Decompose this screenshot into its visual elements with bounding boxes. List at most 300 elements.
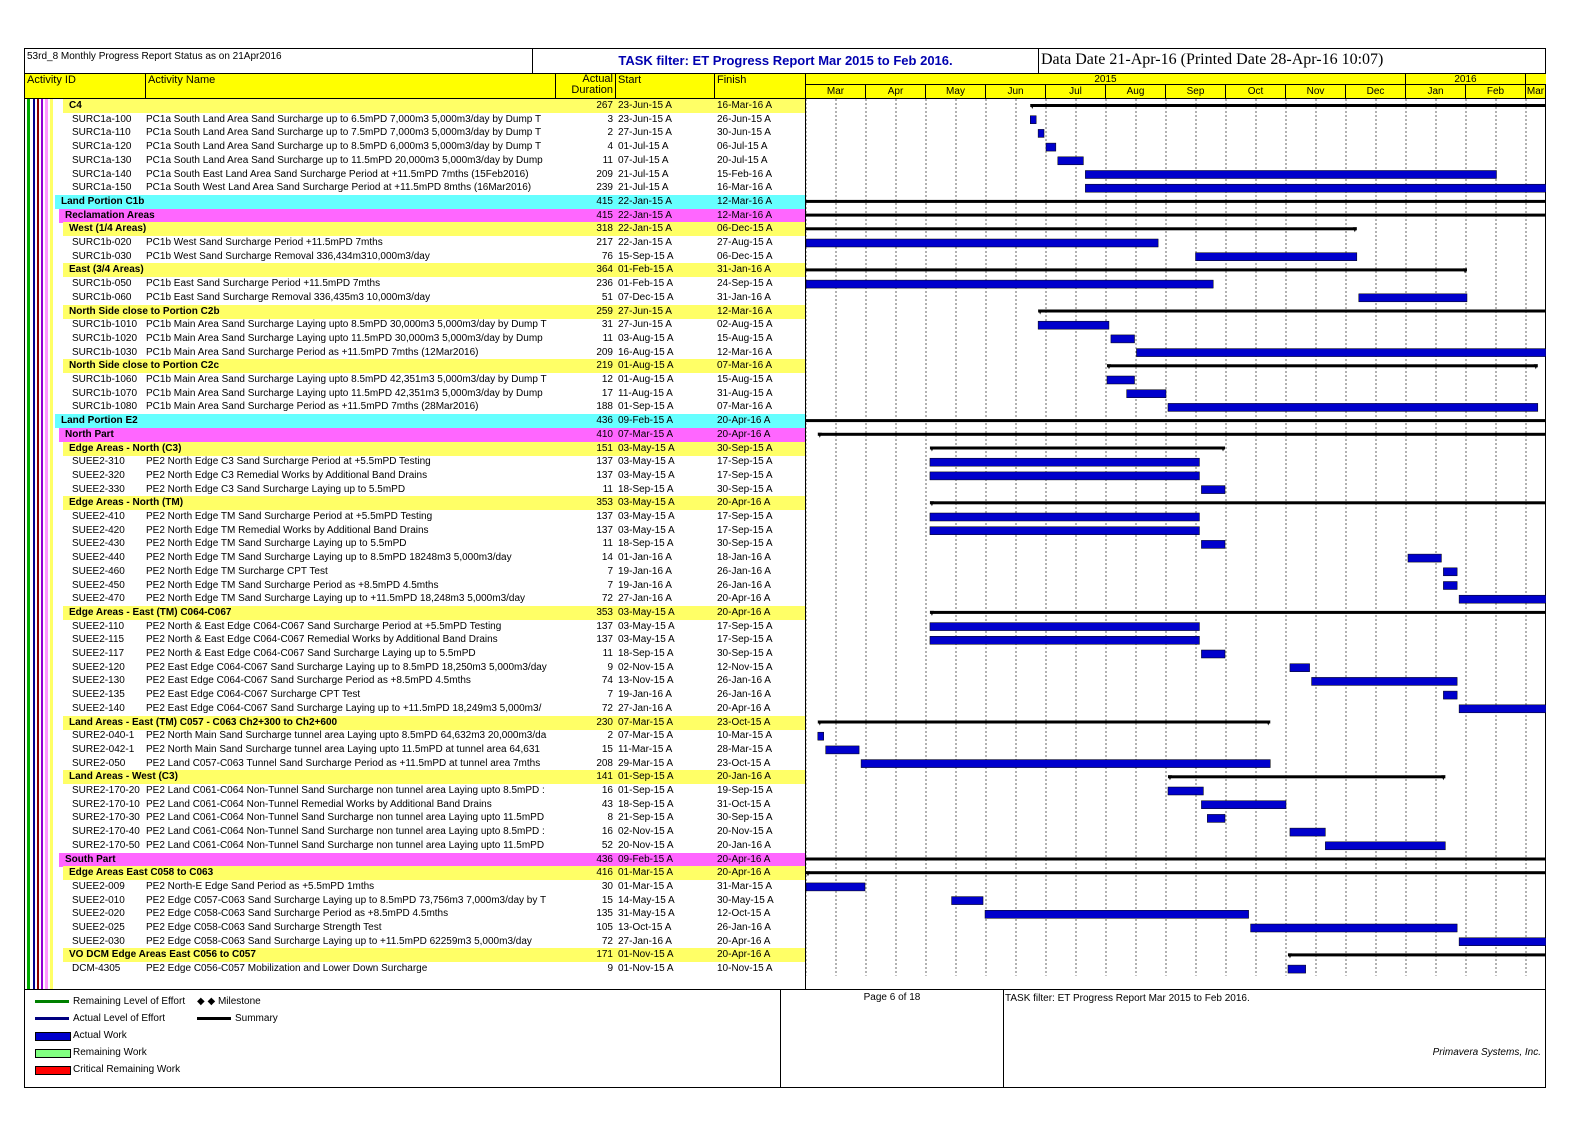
actual-duration: 137 <box>596 469 613 481</box>
activity-name: PC1a South Land Area Sand Surcharge up to 8.5mPD 6,000m3 5,000m3/day by Dump T <box>146 141 542 153</box>
activity-row <box>25 565 805 579</box>
wbs-name: Edge Areas - East (TM) C064-C067 <box>69 606 232 618</box>
start-date: 18-Sep-15 A <box>618 538 674 550</box>
report-sheet <box>24 48 1546 1088</box>
finish-date: 12-Nov-15 A <box>717 661 773 673</box>
wbs-row <box>25 359 805 373</box>
activity-name: PE2 North Edge TM Sand Surcharge Period as +8.5mPD 4.5mths <box>146 579 439 591</box>
start-date: 03-May-15 A <box>618 606 675 618</box>
actual-duration: 219 <box>596 360 613 372</box>
finish-date: 20-Apr-16 A <box>717 593 771 605</box>
activity-row <box>25 400 805 414</box>
activity-row <box>25 962 805 976</box>
activity-bar <box>818 732 824 740</box>
activity-id: SURC1a-110 <box>72 127 131 139</box>
activity-name: PC1a South Land Area Sand Surcharge up to 6.5mPD 7,000m3 5,000m3/day by Dump T <box>146 113 542 125</box>
legend-label: Remaining Work <box>73 1047 147 1058</box>
activity-id: SURC1b-060 <box>72 291 132 303</box>
activity-bar <box>1107 376 1135 384</box>
actual-duration: 4 <box>607 141 613 153</box>
wbs-row <box>25 770 805 784</box>
actual-duration: 72 <box>601 935 613 947</box>
month-label: Mar <box>1526 86 1545 97</box>
activity-bar <box>1038 129 1044 137</box>
wbs-name: North Part <box>65 428 114 440</box>
actual-duration: 364 <box>596 264 613 276</box>
actual-duration: 9 <box>607 661 613 673</box>
finish-date: 20-Apr-16 A <box>717 415 771 427</box>
data-date: Data Date 21-Apr-16 (Printed Date 28-Apr-16 10:07) <box>1041 51 1384 68</box>
activity-row <box>25 551 805 565</box>
activity-bar <box>806 883 865 891</box>
activity-row <box>25 921 805 935</box>
activity-name: PC1a South Land Area Sand Surcharge up to 7.5mPD 7,000m3 5,000m3/day by Dump T <box>146 127 542 139</box>
activity-bar <box>1312 677 1458 685</box>
finish-date: 23-Oct-15 A <box>717 757 771 769</box>
activity-bar <box>1085 171 1496 179</box>
activity-name: PE2 Land C057-C063 Tunnel Sand Surcharge Period as +11.5mPD at tunnel area 7mths <box>146 757 541 769</box>
finish-date: 12-Oct-15 A <box>717 908 771 920</box>
start-date: 01-Jul-15 A <box>618 141 669 153</box>
wbs-row <box>25 209 805 223</box>
activity-name: PC1b East Sand Surcharge Period +11.5mPD 7mths <box>146 278 381 290</box>
start-date: 27-Jun-15 A <box>618 305 672 317</box>
summary-bar <box>806 227 1357 230</box>
activity-bar <box>1111 335 1135 343</box>
activity-bar <box>930 623 1200 631</box>
start-date: 07-Mar-15 A <box>618 716 674 728</box>
activity-row <box>25 633 805 647</box>
activity-bar <box>1443 691 1457 699</box>
start-date: 07-Mar-15 A <box>618 730 674 742</box>
start-date: 21-Jul-15 A <box>618 182 669 194</box>
activity-bar <box>1459 595 1546 603</box>
finish-date: 26-Jun-15 A <box>717 113 771 125</box>
summary-bar <box>1038 310 1546 313</box>
finish-date: 26-Jan-16 A <box>717 675 771 687</box>
summary-bar <box>930 447 1225 450</box>
activity-id: SURC1a-120 <box>72 141 132 153</box>
activity-row <box>25 784 805 798</box>
summary-bar <box>930 501 1546 504</box>
activity-name: PE2 North Main Sand Surcharge tunnel area Laying upto 11.5mPD at tunnel area 64,631 <box>146 743 540 755</box>
activity-row <box>25 935 805 949</box>
activity-row <box>25 743 805 757</box>
month-label: Jul <box>1046 85 1106 98</box>
finish-date: 31-Mar-15 A <box>717 880 773 892</box>
activity-id: SURC1b-1060 <box>72 374 138 385</box>
activity-name: PE2 Land C061-C064 Non-Tunnel Sand Surcharge non tunnel area Laying upto 11.5mPD <box>146 812 545 824</box>
legend-item <box>25 1064 225 1076</box>
finish-date: 17-Sep-15 A <box>717 469 773 481</box>
activity-id: SURC1b-1010 <box>72 319 138 331</box>
actual-duration: 15 <box>601 894 613 906</box>
activity-bar <box>930 513 1200 521</box>
activity-row <box>25 113 805 127</box>
col-activity-id: Activity ID <box>25 74 146 98</box>
activity-bar <box>1408 554 1441 562</box>
actual-duration: 436 <box>596 853 613 865</box>
actual-duration: 416 <box>596 867 613 879</box>
start-date: 13-Nov-15 A <box>618 675 674 687</box>
summary-bar <box>1030 104 1546 107</box>
start-date: 07-Jul-15 A <box>618 154 669 166</box>
start-date: 27-Jun-15 A <box>618 319 672 331</box>
actual-duration: 12 <box>601 374 613 385</box>
finish-date: 31-Jan-16 A <box>717 291 771 303</box>
start-date: 13-Oct-15 A <box>618 922 672 933</box>
wbs-name: Land Portion E2 <box>61 415 138 427</box>
col-duration-line1: Actual <box>582 73 613 85</box>
summary-bar <box>806 200 1546 203</box>
activity-row <box>25 277 805 291</box>
col-start: Start <box>616 74 715 98</box>
wbs-name: Reclamation Areas <box>65 209 155 221</box>
actual-duration: 11 <box>602 332 613 344</box>
activity-bar <box>1046 143 1056 151</box>
wbs-row <box>25 866 805 880</box>
activity-bar <box>1201 650 1225 658</box>
wbs-row <box>25 305 805 319</box>
finish-date: 02-Aug-15 A <box>717 319 773 331</box>
activity-name: PE2 North Edge TM Surcharge CPT Test <box>146 565 328 577</box>
activity-id: SURC1b-1070 <box>72 387 138 399</box>
activity-bar <box>1251 924 1458 932</box>
activity-id: SURC1a-150 <box>72 182 132 194</box>
actual-duration: 9 <box>607 963 613 975</box>
finish-date: 26-Jan-16 A <box>717 922 771 933</box>
activity-bar <box>952 897 983 905</box>
activity-row <box>25 661 805 675</box>
activity-row <box>25 757 805 771</box>
actual-duration: 259 <box>596 305 613 317</box>
activity-id: SUEE2-460 <box>72 565 125 577</box>
activity-id: DCM-4305 <box>72 963 121 975</box>
finish-date: 10-Nov-15 A <box>717 963 773 975</box>
activity-bar <box>1201 801 1286 809</box>
activity-bar <box>826 746 859 754</box>
activity-name: PC1b West Sand Surcharge Period +11.5mPD 7mths <box>146 237 383 248</box>
activity-id: SUEE2-420 <box>72 524 125 536</box>
activity-row <box>25 537 805 551</box>
start-date: 27-Jun-15 A <box>618 127 672 139</box>
summary-bar <box>806 419 1546 422</box>
start-date: 03-May-15 A <box>618 620 675 632</box>
col-finish: Finish <box>717 74 747 86</box>
activity-id: SURC1b-030 <box>72 250 132 262</box>
actual-duration: 2 <box>607 730 613 742</box>
actual-duration: 236 <box>596 278 613 290</box>
activity-name: PE2 Land C061-C064 Non-Tunnel Sand Surcharge non tunnel area Laying upto 11.5mPD <box>146 839 545 851</box>
activity-id: SUEE2-140 <box>72 702 125 714</box>
summary-bar <box>930 611 1546 614</box>
activity-id: SUEE2-440 <box>72 552 125 564</box>
activity-bar <box>1443 568 1457 576</box>
activity-row <box>25 620 805 634</box>
page-number: Page 6 of 18 <box>780 989 1004 1087</box>
activity-bar <box>1290 664 1310 672</box>
finish-date: 18-Jan-16 A <box>717 552 771 564</box>
legend-item <box>25 1030 225 1042</box>
start-date: 01-Nov-15 A <box>618 949 674 961</box>
wbs-name: West (1/4 Areas) <box>69 223 147 235</box>
footer-filter: TASK filter: ET Progress Report Mar 2015 to Feb 2016. <box>1005 993 1250 1004</box>
activity-bar <box>1168 403 1538 411</box>
finish-date: 30-Sep-15 A <box>717 538 773 550</box>
finish-date: 20-Apr-16 A <box>717 702 771 714</box>
activity-row <box>25 168 805 182</box>
activity-row <box>25 126 805 140</box>
start-date: 01-Jan-16 A <box>618 552 672 564</box>
actual-duration: 230 <box>596 716 613 728</box>
start-date: 03-Aug-15 A <box>618 332 674 344</box>
activity-name: PE2 North Edge C3 Sand Surcharge Laying up to 5.5mPD <box>146 483 406 495</box>
start-date: 02-Nov-15 A <box>618 661 674 673</box>
activity-bar <box>806 280 1213 288</box>
wbs-name: Edge Areas - North (TM) <box>69 497 184 509</box>
actual-duration: 7 <box>607 565 613 577</box>
start-date: 21-Jul-15 A <box>618 168 669 180</box>
activity-row <box>25 839 805 853</box>
start-date: 09-Feb-15 A <box>618 853 674 865</box>
start-date: 11-Aug-15 A <box>618 387 673 399</box>
activity-row <box>25 592 805 606</box>
finish-date: 23-Oct-15 A <box>717 716 771 728</box>
finish-date: 26-Jan-16 A <box>717 689 771 701</box>
activity-bar <box>1207 814 1225 822</box>
actual-duration: 16 <box>601 785 613 796</box>
activity-row <box>25 469 805 483</box>
activity-row <box>25 373 805 387</box>
summary-icon <box>197 1017 231 1020</box>
actual-duration: 151 <box>596 442 613 454</box>
activity-id: SURE2-170-10 <box>72 798 140 810</box>
actual-duration: 137 <box>596 620 613 632</box>
finish-date: 15-Feb-16 A <box>717 168 773 180</box>
actual-duration: 105 <box>596 922 613 933</box>
wbs-name: North Side close to Portion C2b <box>69 305 220 317</box>
activity-bar <box>1038 321 1109 329</box>
finish-date: 16-Mar-16 A <box>717 100 773 111</box>
legend-milestone <box>197 996 261 1008</box>
activity-row <box>25 811 805 825</box>
start-date: 15-Sep-15 A <box>618 250 674 262</box>
finish-date: 10-Mar-15 A <box>717 730 773 742</box>
finish-date: 12-Mar-16 A <box>717 346 773 358</box>
activity-id: SUEE2-410 <box>72 511 125 522</box>
finish-date: 07-Mar-16 A <box>717 360 773 372</box>
actual-duration: 16 <box>601 826 613 838</box>
actual-duration: 72 <box>601 593 613 605</box>
activity-name: PC1b Main Area Sand Surcharge Period as +11.5mPD 7mths (28Mar2016) <box>146 401 479 413</box>
col-activity-name: Activity Name <box>146 74 556 98</box>
summary-bar <box>806 268 1467 271</box>
finish-date: 31-Aug-15 A <box>717 387 773 399</box>
activity-row <box>25 455 805 469</box>
activity-bar <box>985 910 1249 918</box>
activity-name: PE2 East Edge C064-C067 Sand Surcharge Laying up to +11.5mPD 18,249m3 5,000m3/ <box>146 702 542 714</box>
start-date: 01-Aug-15 A <box>618 360 674 372</box>
activity-bar <box>1136 349 1546 357</box>
start-date: 16-Aug-15 A <box>618 346 674 358</box>
report-title: 53rd_8 Monthly Progress Report Status as on 21Apr2016 <box>25 49 533 73</box>
finish-date: 20-Jan-16 A <box>717 839 771 851</box>
start-date: 23-Jun-15 A <box>618 100 672 111</box>
actual-duration: 76 <box>601 250 613 262</box>
activity-id: SUEE2-110 <box>72 620 125 632</box>
finish-date: 20-Nov-15 A <box>717 826 773 838</box>
finish-date: 07-Mar-16 A <box>717 401 773 413</box>
actual-duration: 137 <box>596 456 613 468</box>
summary-bar <box>818 721 1270 724</box>
finish-date: 19-Sep-15 A <box>717 785 773 796</box>
month-label: Oct <box>1226 85 1286 98</box>
wbs-name: North Side close to Portion C2c <box>69 360 220 372</box>
activity-id: SUEE2-310 <box>72 456 125 468</box>
start-date: 07-Mar-15 A <box>618 428 674 440</box>
legend-summary <box>197 1013 278 1025</box>
finish-date: 17-Sep-15 A <box>717 620 773 632</box>
start-date: 03-May-15 A <box>618 456 675 468</box>
activity-row <box>25 798 805 812</box>
activity-bar <box>1168 787 1203 795</box>
summary-bar <box>1107 364 1538 367</box>
activity-name: PE2 Edge C058-C063 Sand Surcharge Laying up to +11.5mPD 62259m3 5,000m3/day <box>146 935 532 947</box>
activity-name: PE2 North & East Edge C064-C067 Sand Surcharge Laying up to 5.5mPD <box>146 648 476 659</box>
actual-duration: 137 <box>596 634 613 646</box>
actual-duration: 15 <box>601 743 613 755</box>
finish-date: 20-Apr-16 A <box>717 853 771 865</box>
activity-id: SURC1a-130 <box>72 154 132 166</box>
finish-date: 20-Apr-16 A <box>717 867 771 879</box>
activity-name: PE2 Edge C058-C063 Sand Surcharge Period as +8.5mPD 4.5mths <box>146 908 449 920</box>
wbs-name: VO DCM Edge Areas East C056 to C057 <box>69 949 256 961</box>
activity-bar <box>1443 582 1457 590</box>
activity-name: PC1b East Sand Surcharge Removal 336,435m3 10,000m3/day <box>146 291 431 303</box>
footer-brand: Primavera Systems, Inc. <box>1432 1047 1541 1058</box>
actual-duration: 11 <box>602 154 613 166</box>
month-label: Jun <box>986 85 1046 98</box>
wbs-row <box>25 716 805 730</box>
activity-id: SUEE2-320 <box>72 469 125 481</box>
activity-name: PE2 North & East Edge C064-C067 Sand Surcharge Period at +5.5mPD Testing <box>146 620 502 632</box>
activity-bar <box>1030 116 1036 124</box>
legend-swatch <box>35 1000 69 1003</box>
activity-name: PE2 Edge C057-C063 Sand Surcharge Laying up to 8.5mPD 73,756m3 7,000m3/day by T <box>146 894 547 906</box>
start-date: 22-Jan-15 A <box>618 237 672 248</box>
activity-row <box>25 154 805 168</box>
activity-id: SURC1b-1020 <box>72 332 138 344</box>
month-label: Aug <box>1106 85 1166 98</box>
finish-date: 24-Sep-15 A <box>717 278 773 290</box>
activity-id: SURC1b-020 <box>72 237 132 248</box>
wbs-name: East (3/4 Areas) <box>69 264 144 276</box>
activity-name: PC1b Main Area Sand Surcharge Period as +11.5mPD 7mths (12Mar2016) <box>146 346 479 358</box>
activity-row <box>25 702 805 716</box>
activity-bar <box>1288 965 1306 973</box>
activity-name: PC1b Main Area Sand Surcharge Laying upto 8.5mPD 30,000m3 5,000m3/day by Dump T <box>146 319 547 331</box>
month-label: Apr <box>866 85 926 98</box>
start-date: 01-Feb-15 A <box>618 264 674 276</box>
start-date: 01-Feb-15 A <box>618 278 674 290</box>
activity-row <box>25 907 805 921</box>
actual-duration: 188 <box>596 401 613 413</box>
finish-date: 31-Jan-16 A <box>717 264 771 276</box>
actual-duration: 8 <box>607 812 613 824</box>
activity-id: SURC1b-1030 <box>72 346 138 358</box>
start-date: 22-Jan-15 A <box>618 209 672 221</box>
year-label: 2016 <box>1406 74 1526 85</box>
finish-date: 06-Jul-15 A <box>717 141 768 153</box>
actual-duration: 415 <box>596 195 613 207</box>
legend-label: Critical Remaining Work <box>73 1064 181 1075</box>
actual-duration: 171 <box>596 949 613 961</box>
activity-id: SUEE2-130 <box>72 675 125 687</box>
legend-item <box>25 1047 225 1059</box>
finish-date: 28-Mar-15 A <box>717 743 773 755</box>
finish-date: 06-Dec-15 A <box>717 250 773 262</box>
actual-duration: 7 <box>607 689 613 701</box>
finish-date: 30-Sep-15 A <box>717 648 773 659</box>
legend-label: Actual Work <box>73 1030 127 1041</box>
gantt-chart <box>805 99 1546 989</box>
activity-row <box>25 140 805 154</box>
wbs-row <box>25 428 805 442</box>
activity-name: PE2 Land C061-C064 Non-Tunnel Sand Surcharge non tunnel area Laying upto 8.5mPD : <box>146 826 545 838</box>
activity-name: PC1a South West Land Area Sand Surcharge Period at +11.5mPD 8mths (16Mar2016) <box>146 182 532 194</box>
wbs-row <box>25 222 805 236</box>
start-date: 01-Sep-15 A <box>618 401 674 413</box>
finish-date: 06-Dec-15 A <box>717 223 773 235</box>
start-date: 03-May-15 A <box>618 497 675 509</box>
activity-id: SURE2-170-20 <box>72 785 140 796</box>
actual-duration: 410 <box>596 428 613 440</box>
month-label: Nov <box>1286 85 1346 98</box>
actual-duration: 353 <box>596 606 613 618</box>
month-label: May <box>926 85 986 98</box>
actual-duration: 415 <box>596 209 613 221</box>
activity-name: PC1b West Sand Surcharge Removal 336,434m310,000m3/day <box>146 250 430 262</box>
activity-name: PE2 North & East Edge C064-C067 Remedial Works by Additional Band Drains <box>146 634 498 646</box>
finish-date: 31-Oct-15 A <box>717 798 771 810</box>
activity-row <box>25 894 805 908</box>
start-date: 27-Jan-16 A <box>618 935 672 947</box>
legend-item <box>25 996 225 1008</box>
finish-date: 17-Sep-15 A <box>717 524 773 536</box>
summary-bar <box>1168 775 1445 778</box>
start-date: 03-May-15 A <box>618 442 675 454</box>
finish-date: 20-Apr-16 A <box>717 428 771 440</box>
start-date: 18-Sep-15 A <box>618 483 674 495</box>
start-date: 03-May-15 A <box>618 524 675 536</box>
start-date: 22-Jan-15 A <box>618 223 672 235</box>
actual-duration: 209 <box>596 346 613 358</box>
activity-row <box>25 332 805 346</box>
actual-duration: 141 <box>596 771 613 783</box>
activity-bar <box>1459 938 1546 946</box>
activity-bar <box>1459 705 1546 713</box>
activity-name: PE2 North Edge C3 Sand Surcharge Period at +5.5mPD Testing <box>146 456 431 468</box>
legend-label: Actual Level of Effort <box>73 1013 166 1024</box>
activity-row <box>25 181 805 195</box>
activity-id: SUEE2-009 <box>72 880 125 892</box>
actual-duration: 43 <box>601 798 613 810</box>
start-date: 18-Sep-15 A <box>618 648 674 659</box>
month-label: Sep <box>1166 85 1226 98</box>
start-date: 01-Aug-15 A <box>618 374 674 385</box>
activity-name: PE2 Edge C058-C063 Sand Surcharge Strength Test <box>146 922 382 933</box>
activity-id: SURE2-042-1 <box>72 743 135 755</box>
